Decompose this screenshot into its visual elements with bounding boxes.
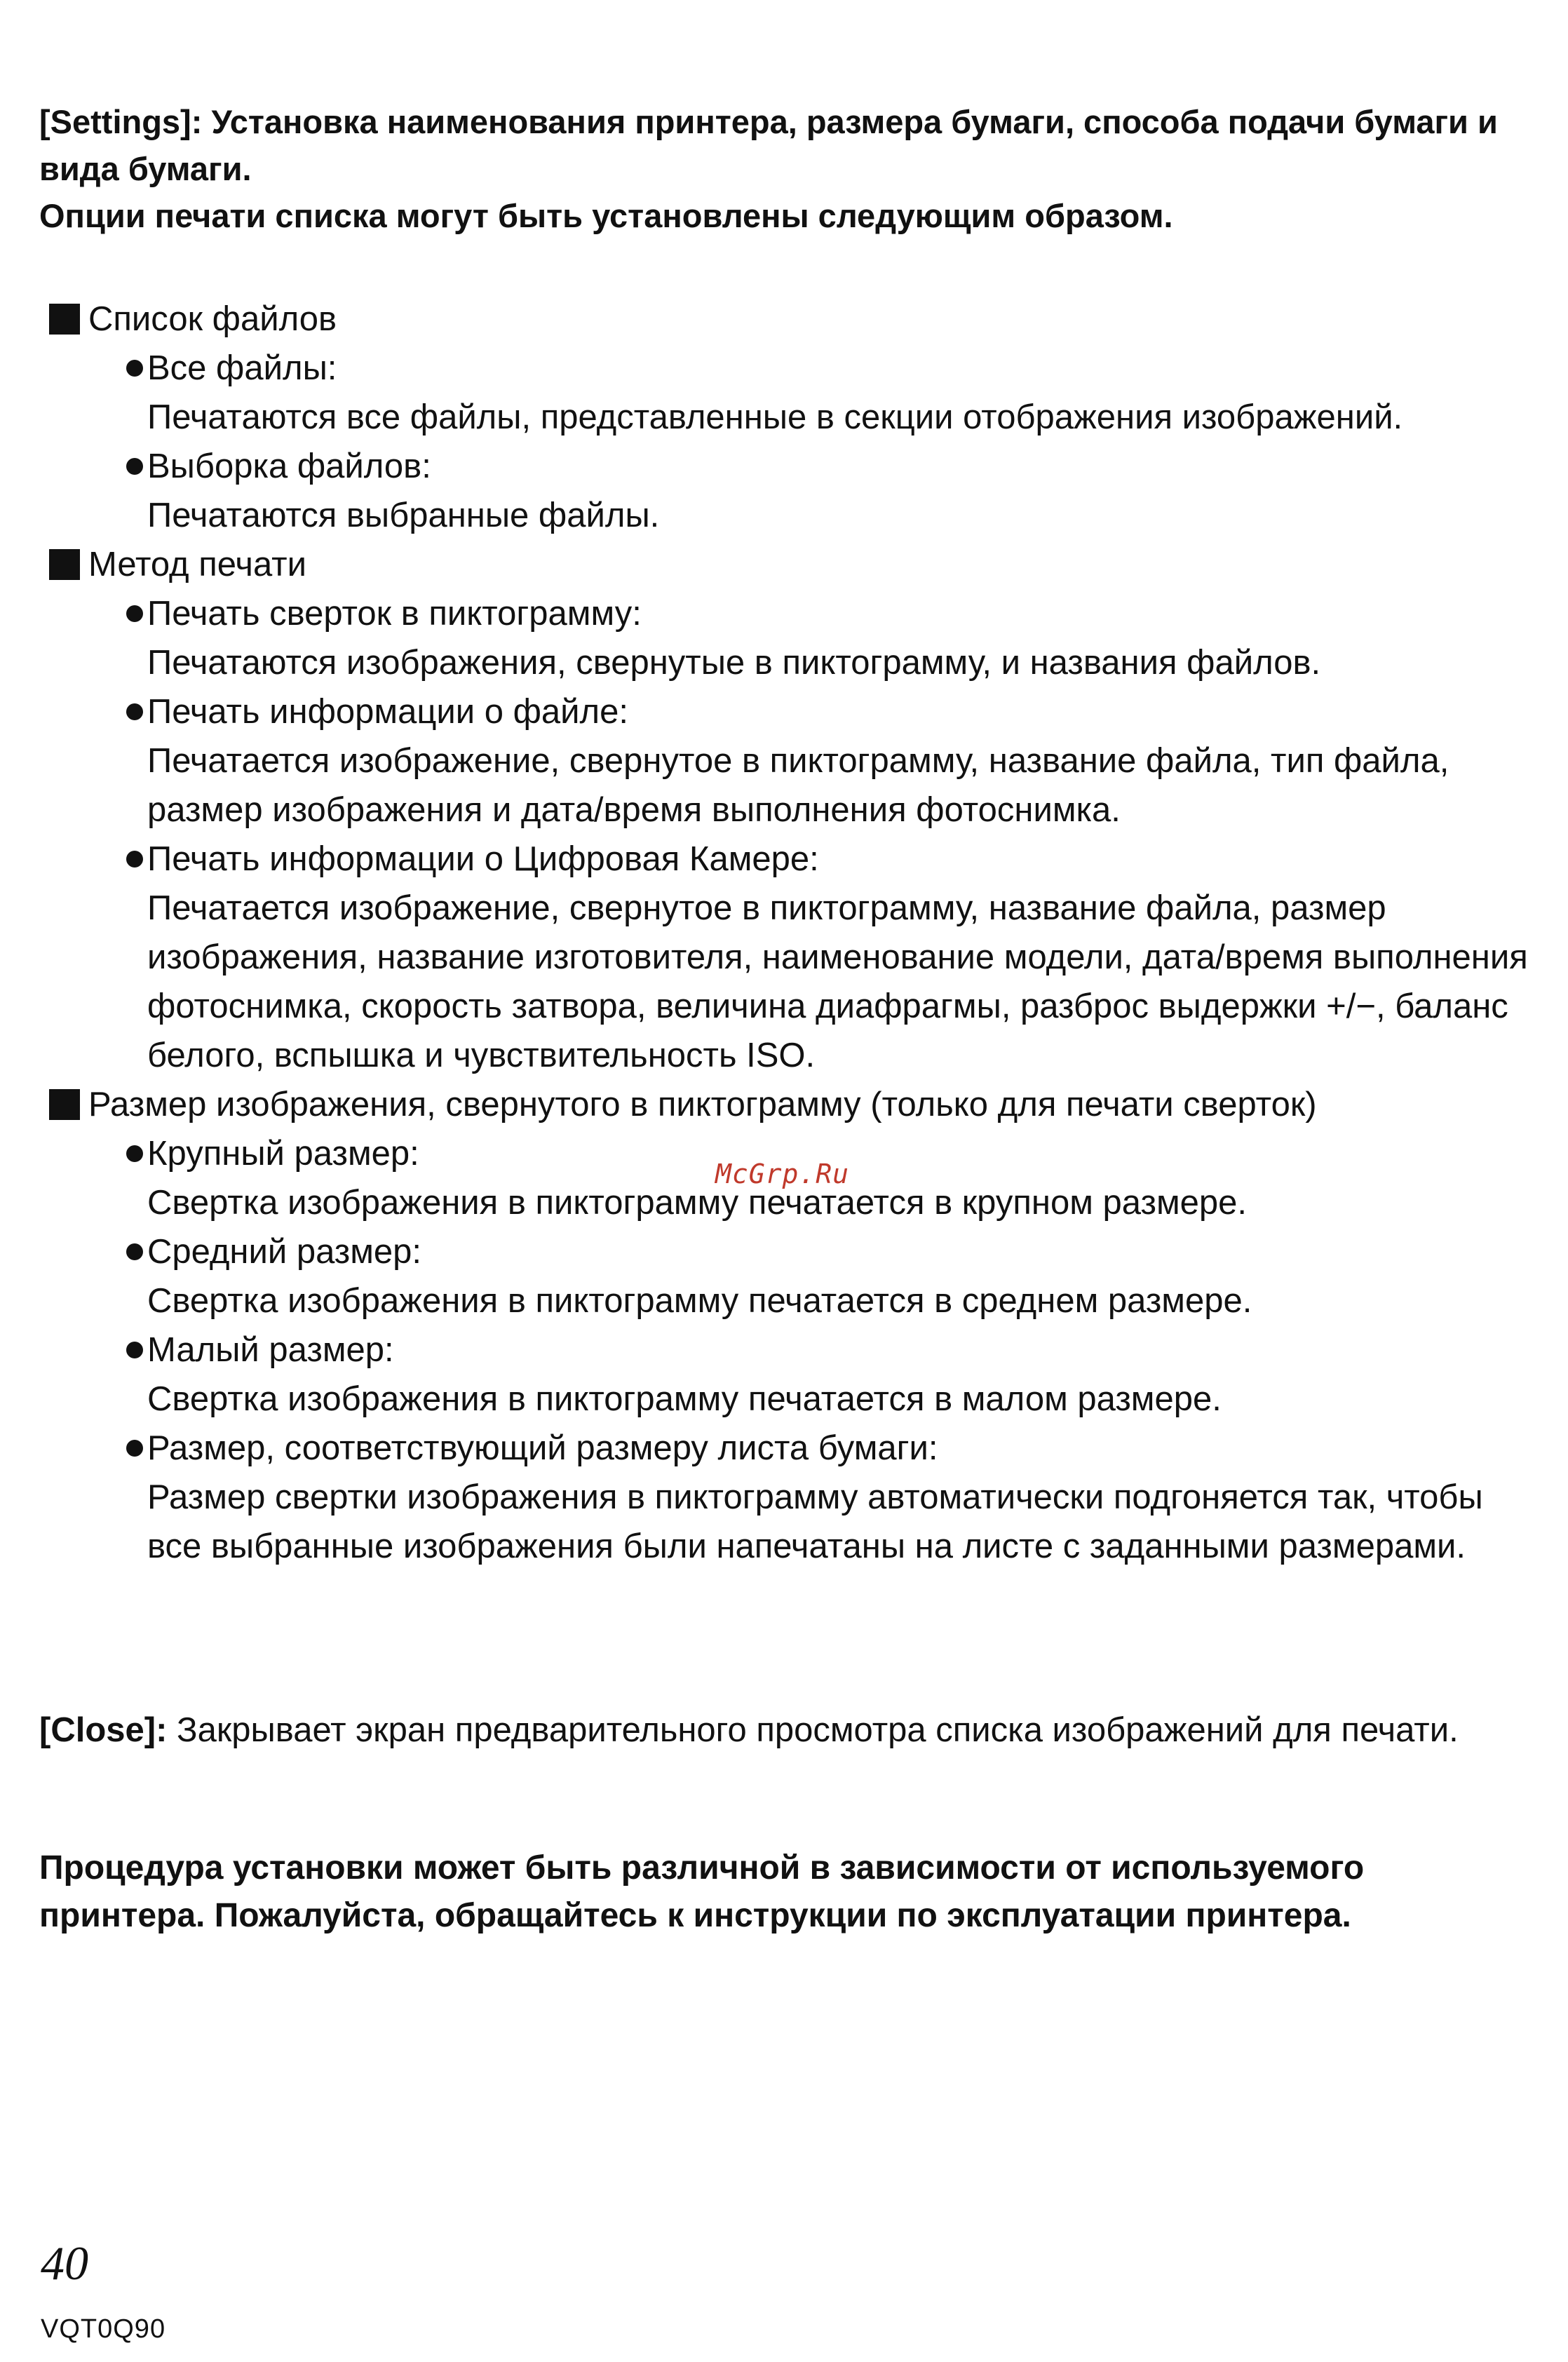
list-item (147, 1424, 1529, 1571)
item-title-text: Печать сверток в пиктограмму: (147, 595, 642, 633)
close-paragraph (39, 1706, 1505, 1755)
list-item (147, 1227, 1529, 1325)
close-text: Закрывает экран предварительного просмотра списка изображений для печати. (177, 1711, 1459, 1749)
bullet-icon (126, 458, 143, 475)
item-title-text: Крупный размер: (147, 1135, 419, 1173)
item-description: Печатаются все файлы, представленные в секции отображения изображений. (147, 398, 1403, 436)
section-print-method (49, 540, 1529, 1080)
close-label: [Close]: (39, 1711, 168, 1749)
item-title (126, 835, 1529, 884)
settings-text: Установка наименования принтера, размера бумаги, способа подачи бумаги и вида бумаги. (39, 103, 1498, 187)
item-description: Печатаются изображения, свернутые в пиктограмму, и названия файлов. (147, 644, 1321, 682)
section-heading (49, 1080, 1529, 1129)
item-description: Печатаются выбранные файлы. (147, 497, 660, 534)
sections-list (49, 295, 1529, 1571)
item-title-text: Печать информации о Цифровая Камере: (147, 840, 819, 878)
note-text: Процедура установки может быть различной в зависимости от используемого принтера. Пожалуйста, обращайтесь к инструкции по эксплуатации принтера. (39, 1849, 1365, 1934)
square-icon (49, 304, 80, 335)
item-description: Печатается изображение, свернутое в пиктограмму, название файла, размер изображения, название изготовителя, наименование модели, дата/время выполнения фотоснимка, скорость затвора, величина диафрагмы, разброс выдержки +/−, баланс белого, вспышка и чувствительность ISO. (147, 889, 1528, 1074)
bullet-icon (126, 1440, 143, 1457)
section-heading (49, 295, 1529, 344)
item-title-text: Малый размер: (147, 1331, 394, 1369)
settings-label: [Settings]: (39, 103, 203, 140)
item-title (126, 589, 1529, 638)
square-icon (49, 1089, 80, 1120)
item-title-text: Размер, соответствующий размеру листа бумаги: (147, 1429, 938, 1467)
item-title (126, 1227, 1529, 1276)
list-item (147, 442, 1529, 540)
item-title (126, 344, 1529, 393)
document-code: VQT0Q90 (41, 2314, 166, 2344)
options-paragraph: Опции печати списка могут быть установлены следующим образом. (39, 197, 1173, 234)
list-item (147, 835, 1529, 1080)
bullet-icon (126, 360, 143, 377)
section-thumbnail-size (49, 1080, 1529, 1571)
bullet-icon (126, 703, 143, 720)
list-item (147, 1325, 1529, 1424)
item-title (126, 1325, 1529, 1375)
item-description: Печатается изображение, свернутое в пиктограмму, название файла, тип файла, размер изображения и дата/время выполнения фотоснимка. (147, 742, 1449, 829)
section-heading (49, 540, 1529, 589)
list-item (147, 687, 1529, 835)
bullet-icon (126, 1145, 143, 1162)
item-description: Свертка изображения в пиктограмму печатается в среднем размере. (147, 1282, 1252, 1320)
section-heading-text: Метод печати (88, 546, 306, 583)
bullet-icon (126, 851, 143, 868)
list-item (147, 344, 1529, 442)
item-title-text: Печать информации о файле: (147, 693, 628, 731)
item-title (126, 687, 1529, 736)
list-item (147, 589, 1529, 687)
square-icon (49, 549, 80, 580)
item-title-text: Средний размер: (147, 1233, 422, 1271)
item-description: Свертка изображения в пиктограмму печатается в малом размере. (147, 1380, 1222, 1418)
item-title-text: Выборка файлов: (147, 447, 431, 485)
intro-block (39, 98, 1526, 239)
note-block (39, 1844, 1526, 1940)
watermark: McGrp.Ru (715, 1159, 850, 1189)
bullet-icon (126, 605, 143, 622)
item-title (126, 442, 1529, 491)
page-number: 40 (41, 2236, 88, 2290)
section-heading-text: Размер изображения, свернутого в пиктограмму (только для печати сверток) (88, 1086, 1317, 1123)
section-file-list (49, 295, 1529, 540)
bullet-icon (126, 1243, 143, 1260)
section-heading-text: Список файлов (88, 300, 337, 338)
settings-paragraph (39, 98, 1526, 192)
item-description: Размер свертки изображения в пиктограмму автоматически подгоняется так, чтобы все выбранные изображения были напечатаны на листе с заданными размерами. (147, 1478, 1483, 1565)
item-title (126, 1424, 1529, 1473)
bullet-icon (126, 1342, 143, 1358)
item-description: Свертка изображения в пиктограмму печатается в крупном размере. (147, 1184, 1247, 1222)
item-title-text: Все файлы: (147, 349, 337, 387)
